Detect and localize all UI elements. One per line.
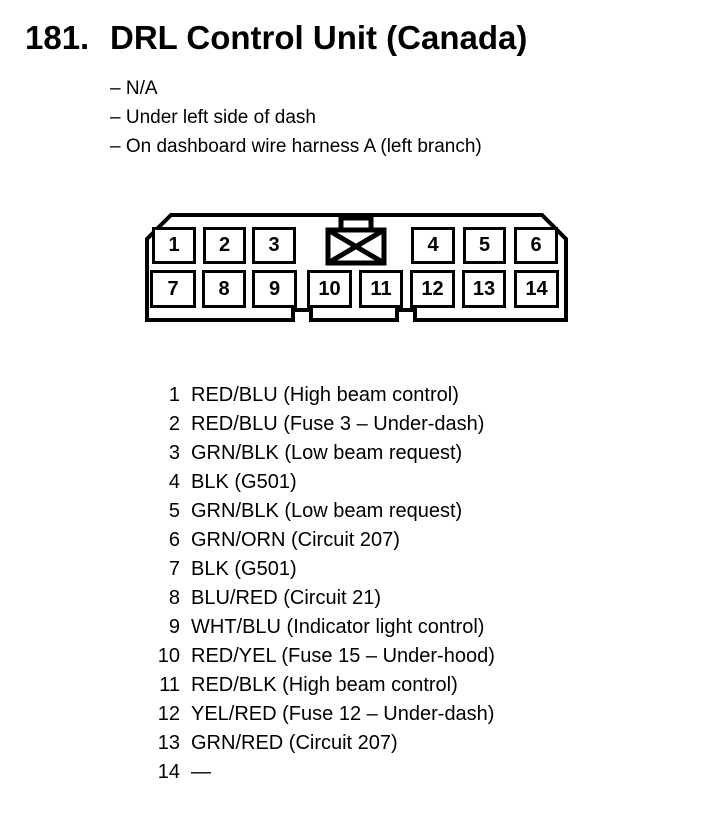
pin-number: 14 [157, 761, 180, 783]
pin-cell-7: 7 [150, 270, 196, 308]
pin-cell-6: 6 [514, 227, 558, 264]
pin-description: — [191, 761, 211, 783]
pin-description: YEL/RED (Fuse 12 – Under-dash) [191, 703, 495, 725]
pinout-row [25, 381, 704, 410]
pin-description: GRN/RED (Circuit 207) [191, 732, 398, 754]
pin-number: 12 [157, 703, 180, 725]
pin-description: BLU/RED (Circuit 21) [191, 587, 382, 609]
pin-cell-1: 1 [152, 227, 196, 264]
pin-number: 9 [168, 616, 180, 638]
pin-cell-10: 10 [307, 270, 352, 308]
pin-number: 4 [168, 471, 180, 493]
note-line: – On dashboard wire harness A (left branch) [110, 136, 482, 157]
pin-description: RED/BLK (High beam control) [191, 674, 458, 696]
pinout-row [25, 671, 704, 700]
section-title: DRL Control Unit (Canada) [110, 19, 528, 56]
pinout-row [25, 468, 704, 497]
pin-cell-4: 4 [411, 227, 455, 264]
pin-number: 2 [168, 413, 180, 435]
pinout-row [25, 700, 704, 729]
pin-number: 11 [159, 674, 180, 696]
pin-cell-3: 3 [252, 227, 296, 264]
pinout-row [25, 584, 704, 613]
pin-cell-11: 11 [359, 270, 403, 308]
pin-cell-13: 13 [462, 270, 506, 308]
pin-description: BLK (G501) [191, 471, 297, 493]
pin-cell-9: 9 [252, 270, 297, 308]
pin-description: BLK (G501) [191, 558, 297, 580]
pin-description: GRN/ORN (Circuit 207) [191, 529, 400, 551]
pin-number: 13 [157, 732, 180, 754]
pin-description: GRN/BLK (Low beam request) [191, 500, 463, 522]
page-title [25, 18, 704, 58]
pinout-row [25, 613, 704, 642]
pin-cell-5: 5 [463, 227, 506, 264]
pin-cell-12: 12 [410, 270, 455, 308]
pin-number: 8 [168, 587, 180, 609]
pin-number: 3 [168, 442, 180, 464]
pinout-row [25, 642, 704, 671]
pin-cell-8: 8 [202, 270, 246, 308]
pin-number: 5 [168, 500, 180, 522]
pinout-row [25, 729, 704, 758]
pinout-row [25, 439, 704, 468]
pinout-row [25, 410, 704, 439]
pin-description: RED/YEL (Fuse 15 – Under-hood) [191, 645, 495, 667]
pin-description: GRN/BLK (Low beam request) [191, 442, 463, 464]
connector-diagram [145, 213, 569, 323]
pin-cell-2: 2 [203, 227, 246, 264]
note-line: – Under left side of dash [110, 107, 316, 128]
location-notes [110, 74, 704, 161]
pinout-row [25, 758, 704, 787]
pin-cell-14: 14 [514, 270, 559, 308]
pin-number: 10 [157, 645, 180, 667]
pin-description: WHT/BLU (Indicator light control) [191, 616, 485, 638]
note-line: – N/A [110, 78, 158, 99]
pinout-list [25, 381, 704, 787]
pin-description: RED/BLU (High beam control) [191, 384, 459, 406]
pin-number: 7 [168, 558, 180, 580]
pin-description: RED/BLU (Fuse 3 – Under-dash) [191, 413, 485, 435]
pinout-row [25, 555, 704, 584]
pinout-row [25, 497, 704, 526]
pin-number: 1 [168, 384, 180, 406]
section-number: 181. [25, 19, 90, 56]
pinout-row [25, 526, 704, 555]
pin-number: 6 [168, 529, 180, 551]
